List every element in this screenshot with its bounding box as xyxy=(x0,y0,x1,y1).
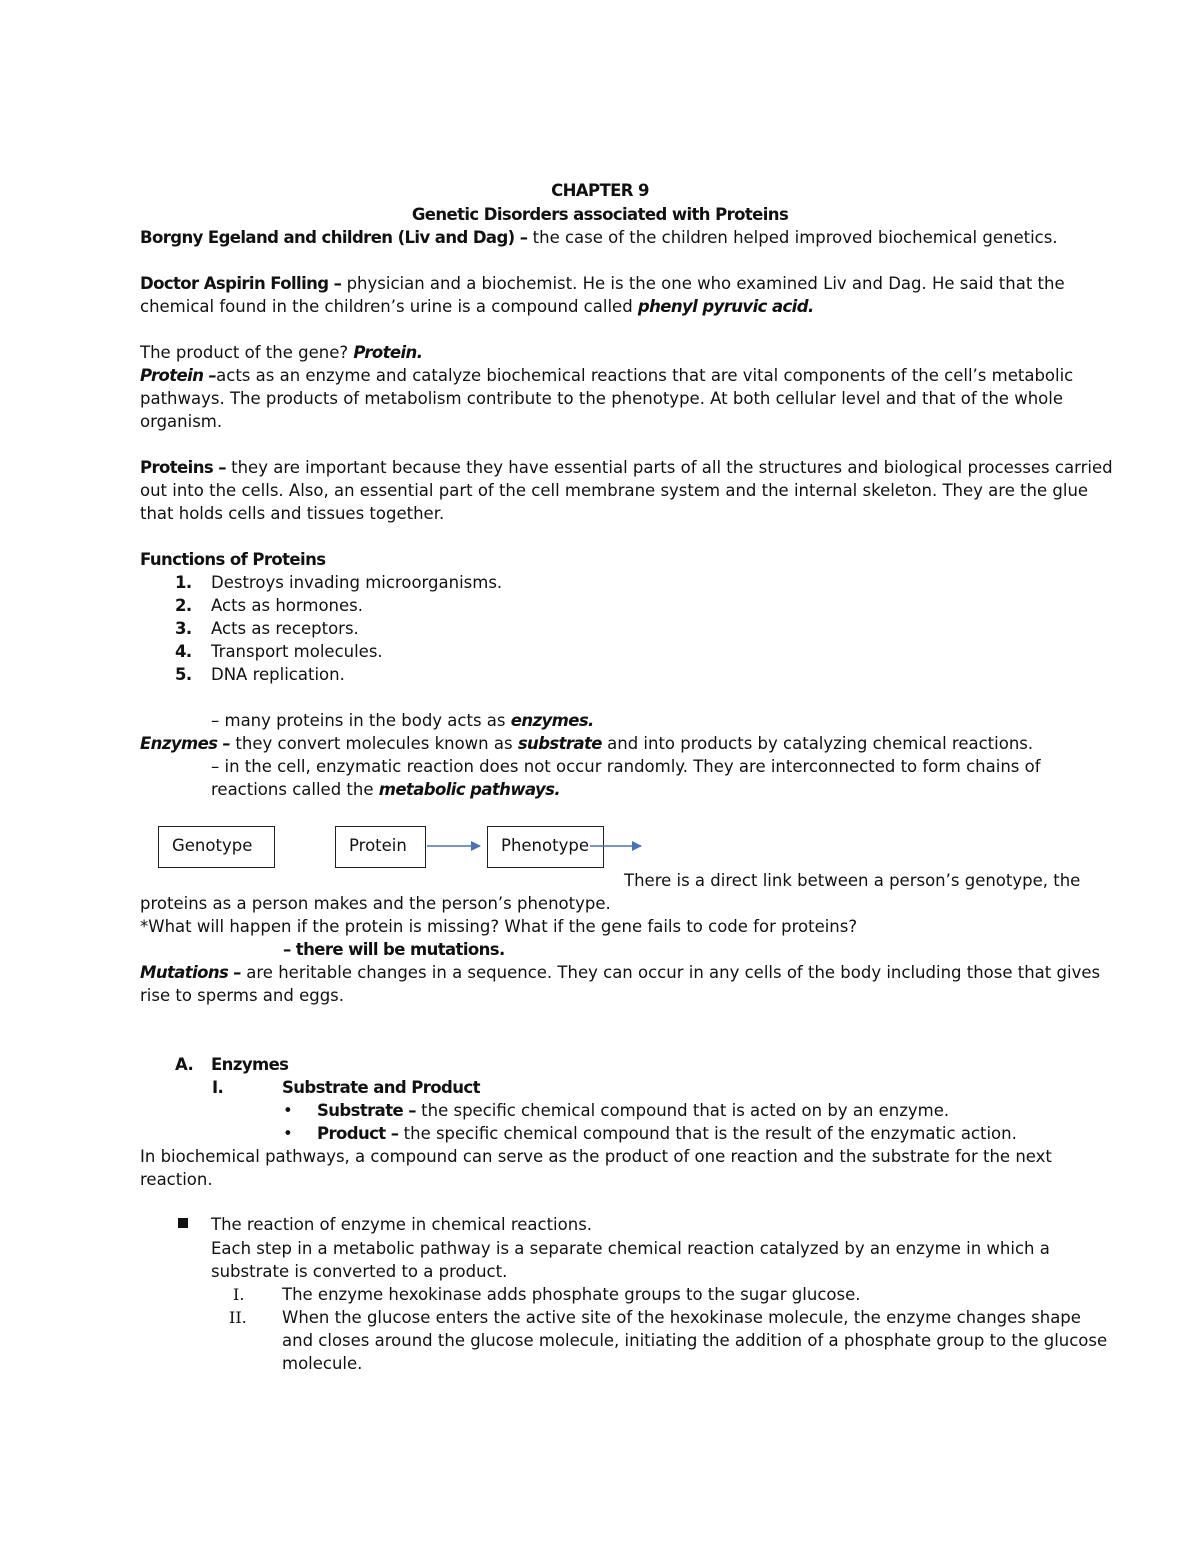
functions-heading: Functions of Proteins xyxy=(140,550,326,569)
section-heading: Enzymes xyxy=(211,1055,289,1074)
roman-numeral: II. xyxy=(229,1308,247,1327)
link-line-2: proteins as a person makes and the person’s phenotype. xyxy=(140,894,611,913)
reaction-item-text: molecule. xyxy=(282,1354,363,1373)
folling-emphasis: phenyl pyruvic acid. xyxy=(637,297,814,316)
proteins-term: Proteins – xyxy=(140,458,226,477)
reaction-item-text: When the glucose enters the active site of the hexokinase molecule, the enzyme changes shape xyxy=(282,1308,1081,1327)
list-item-text: Destroys invading microorganisms. xyxy=(211,573,503,592)
enzymes-line-3-text: reactions called the xyxy=(211,780,379,799)
section-letter: A. xyxy=(175,1055,194,1074)
gene-question-text: The product of the gene? xyxy=(140,343,354,362)
many-text: – many proteins in the body acts as xyxy=(211,711,511,730)
product-text: the specific chemical compound that is the result of the enzymatic action. xyxy=(398,1124,1017,1143)
square-bullet-icon xyxy=(178,1218,188,1228)
product-bullet xyxy=(317,1122,1017,1145)
list-number: 5. xyxy=(175,665,192,684)
folling-text-2: chemical found in the children’s urine is a compound called xyxy=(140,297,638,316)
pathway-paragraph-line-1: In biochemical pathways, a compound can serve as the product of one reaction and the substrate for the next xyxy=(140,1147,1052,1166)
substrate-bullet xyxy=(317,1099,949,1122)
reaction-item-text: and closes around the glucose molecule, initiating the addition of a phosphate group to the glucose xyxy=(282,1331,1108,1350)
mutations-term: Mutations – xyxy=(140,963,242,982)
reaction-item-text: The enzyme hexokinase adds phosphate groups to the sugar glucose. xyxy=(282,1285,861,1304)
subsection-heading: Substrate and Product xyxy=(282,1078,480,1097)
bullet-dot-icon: • xyxy=(283,1124,293,1143)
link-answer: – there will be mutations. xyxy=(283,940,505,959)
gene-answer: Protein. xyxy=(353,343,423,362)
proteins-line-2: out into the cells. Also, an essential part of the cell membrane system and the internal skeleton. They are the glue xyxy=(140,481,1089,500)
list-number: 2. xyxy=(175,596,192,615)
phenotype-box: Phenotype xyxy=(487,826,604,868)
egeland-term: Borgny Egeland and children (Liv and Dag) – xyxy=(140,228,528,247)
protein-box: Protein xyxy=(335,826,426,868)
list-number: 1. xyxy=(175,573,192,592)
page-title: Genetic Disorders associated with Proteins xyxy=(411,205,789,224)
pathway-paragraph-line-2: reaction. xyxy=(140,1170,213,1189)
protein-line-2: pathways. The products of metabolism contribute to the phenotype. At both cellular level and that of the whole xyxy=(140,389,1063,408)
substrate-term: Substrate – xyxy=(317,1101,416,1120)
protein-line-1: acts as an enzyme and catalyze biochemical reactions that are vital components of the cell’s metabolic xyxy=(216,366,1074,385)
list-item-text: DNA replication. xyxy=(211,665,345,684)
reaction-line-1: Each step in a metabolic pathway is a separate chemical reaction catalyzed by an enzyme in which a xyxy=(211,1239,1050,1258)
list-number: 4. xyxy=(175,642,192,661)
link-question: *What will happen if the protein is missing? What if the gene fails to code for proteins? xyxy=(140,917,858,936)
list-item-text: Transport molecules. xyxy=(211,642,383,661)
product-term: Product – xyxy=(317,1124,399,1143)
enzymes-text-b: and into products by catalyzing chemical reactions. xyxy=(601,734,1034,753)
genotype-box: Genotype xyxy=(158,826,275,868)
enzymes-term: Enzymes – xyxy=(140,734,231,753)
enzymes-line-2: – in the cell, enzymatic reaction does not occur randomly. They are interconnected to form chains of xyxy=(211,757,1041,776)
proteins-line-3: that holds cells and tissues together. xyxy=(140,504,445,523)
mutations-line-2: rise to sperms and eggs. xyxy=(140,986,345,1005)
metabolic-emphasis: metabolic pathways. xyxy=(378,780,561,799)
list-item-text: Acts as receptors. xyxy=(211,619,359,638)
many-emphasis: enzymes. xyxy=(510,711,594,730)
reaction-line-2: substrate is converted to a product. xyxy=(211,1262,508,1281)
substrate-emphasis: substrate xyxy=(517,734,602,753)
list-number: 3. xyxy=(175,619,192,638)
proteins-line-1: they are important because they have essential parts of all the structures and biological processes carried xyxy=(225,458,1113,477)
link-line-1: There is a direct link between a person’s genotype, the xyxy=(624,871,1081,890)
folling-text: physician and a biochemist. He is the one who examined Liv and Dag. He said that the xyxy=(341,274,1065,293)
enzymes-text-a: they convert molecules known as xyxy=(230,734,518,753)
subsection-number: I. xyxy=(212,1078,224,1097)
reaction-title: The reaction of enzyme in chemical reactions. xyxy=(211,1215,593,1234)
protein-term: Protein – xyxy=(140,366,217,385)
folling-term: Doctor Aspirin Folling – xyxy=(140,274,342,293)
substrate-text: the specific chemical compound that is acted on by an enzyme. xyxy=(415,1101,950,1120)
protein-line-3: organism. xyxy=(140,412,223,431)
chapter-label: CHAPTER 9 xyxy=(551,181,649,200)
egeland-text: the case of the children helped improved biochemical genetics. xyxy=(527,228,1058,247)
bullet-dot-icon: • xyxy=(283,1101,293,1120)
list-item-text: Acts as hormones. xyxy=(211,596,363,615)
mutations-definition xyxy=(140,961,1100,984)
roman-numeral: I. xyxy=(233,1285,245,1304)
mutations-line-1: are heritable changes in a sequence. They can occur in any cells of the body including those that gives xyxy=(241,963,1101,982)
